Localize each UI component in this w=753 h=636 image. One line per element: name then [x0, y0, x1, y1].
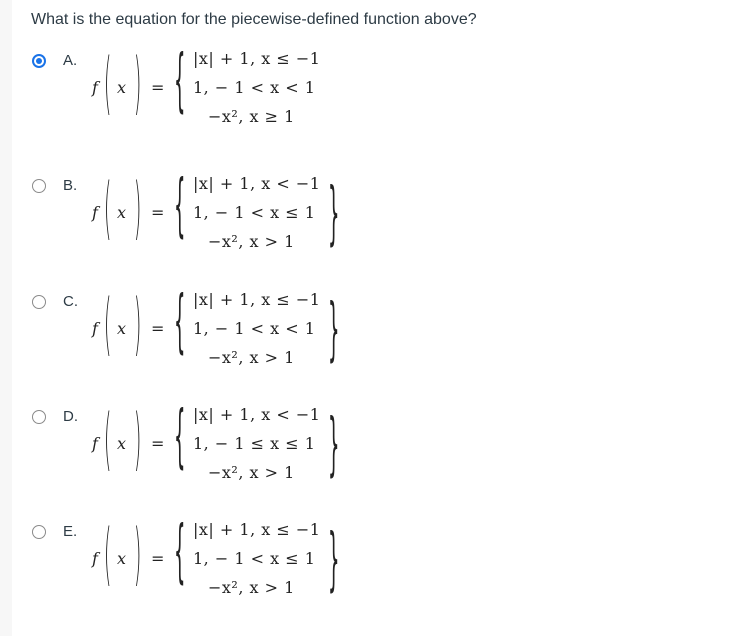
- function-variable: x: [117, 203, 127, 222]
- right-brace: }: [328, 290, 340, 371]
- option-letter: C.: [63, 293, 78, 310]
- case-row: 1, − 1 < x < 1: [193, 78, 316, 97]
- case-row: |x| + 1, x ≤ −1: [193, 290, 321, 309]
- left-paren: (: [104, 44, 112, 124]
- equals-sign: =: [151, 549, 165, 568]
- left-paren: (: [104, 515, 112, 595]
- case-row: 1, − 1 < x < 1: [193, 319, 316, 338]
- case-row: |x| + 1, x < −1: [193, 174, 321, 193]
- function-variable: x: [117, 319, 127, 338]
- left-brace: {: [174, 512, 186, 593]
- case-row: −x², x > 1: [208, 578, 295, 597]
- function-name: f: [92, 78, 98, 97]
- right-brace: }: [328, 520, 340, 601]
- right-paren: ): [134, 169, 142, 249]
- right-paren: ): [134, 285, 142, 365]
- equals-sign: =: [151, 319, 165, 338]
- case-row: −x², x ≥ 1: [208, 107, 295, 126]
- question-text: What is the equation for the piecewise-defined function above?: [31, 11, 477, 28]
- left-brace: {: [174, 397, 186, 478]
- function-variable: x: [117, 549, 127, 568]
- answer-option[interactable]: [0, 397, 753, 502]
- piecewise-equation: [0, 41, 400, 146]
- case-row: 1, − 1 < x ≤ 1: [193, 203, 316, 222]
- piecewise-equation: [0, 512, 400, 617]
- case-row: −x², x > 1: [208, 463, 295, 482]
- piecewise-equation: [0, 282, 400, 387]
- case-row: |x| + 1, x ≤ −1: [193, 49, 321, 68]
- left-paren: (: [104, 169, 112, 249]
- function-variable: x: [117, 434, 127, 453]
- right-paren: ): [134, 400, 142, 480]
- option-letter: A.: [63, 52, 78, 69]
- left-paren: (: [104, 285, 112, 365]
- option-letter: E.: [63, 523, 78, 540]
- case-row: |x| + 1, x < −1: [193, 405, 321, 424]
- answer-option[interactable]: [0, 41, 753, 146]
- right-paren: ): [134, 44, 142, 124]
- left-brace: {: [174, 166, 186, 247]
- function-name: f: [92, 434, 98, 453]
- function-variable: x: [117, 78, 127, 97]
- case-row: 1, − 1 < x ≤ 1: [193, 549, 316, 568]
- case-row: −x², x > 1: [208, 232, 295, 251]
- piecewise-equation: [0, 166, 400, 271]
- function-name: f: [92, 319, 98, 338]
- case-row: |x| + 1, x ≤ −1: [193, 520, 321, 539]
- equals-sign: =: [151, 203, 165, 222]
- right-brace: }: [328, 405, 340, 486]
- option-letter: D.: [63, 408, 78, 425]
- case-row: 1, − 1 ≤ x ≤ 1: [193, 434, 316, 453]
- left-paren: (: [104, 400, 112, 480]
- function-name: f: [92, 203, 98, 222]
- left-brace: {: [174, 41, 186, 122]
- piecewise-equation: [0, 397, 400, 502]
- case-row: −x², x > 1: [208, 348, 295, 367]
- answer-option[interactable]: [0, 512, 753, 617]
- equals-sign: =: [151, 434, 165, 453]
- answer-option[interactable]: [0, 166, 753, 271]
- option-letter: B.: [63, 177, 78, 194]
- right-paren: ): [134, 515, 142, 595]
- function-name: f: [92, 549, 98, 568]
- right-brace: }: [328, 174, 340, 255]
- left-brace: {: [174, 282, 186, 363]
- equals-sign: =: [151, 78, 165, 97]
- answer-option[interactable]: [0, 282, 753, 387]
